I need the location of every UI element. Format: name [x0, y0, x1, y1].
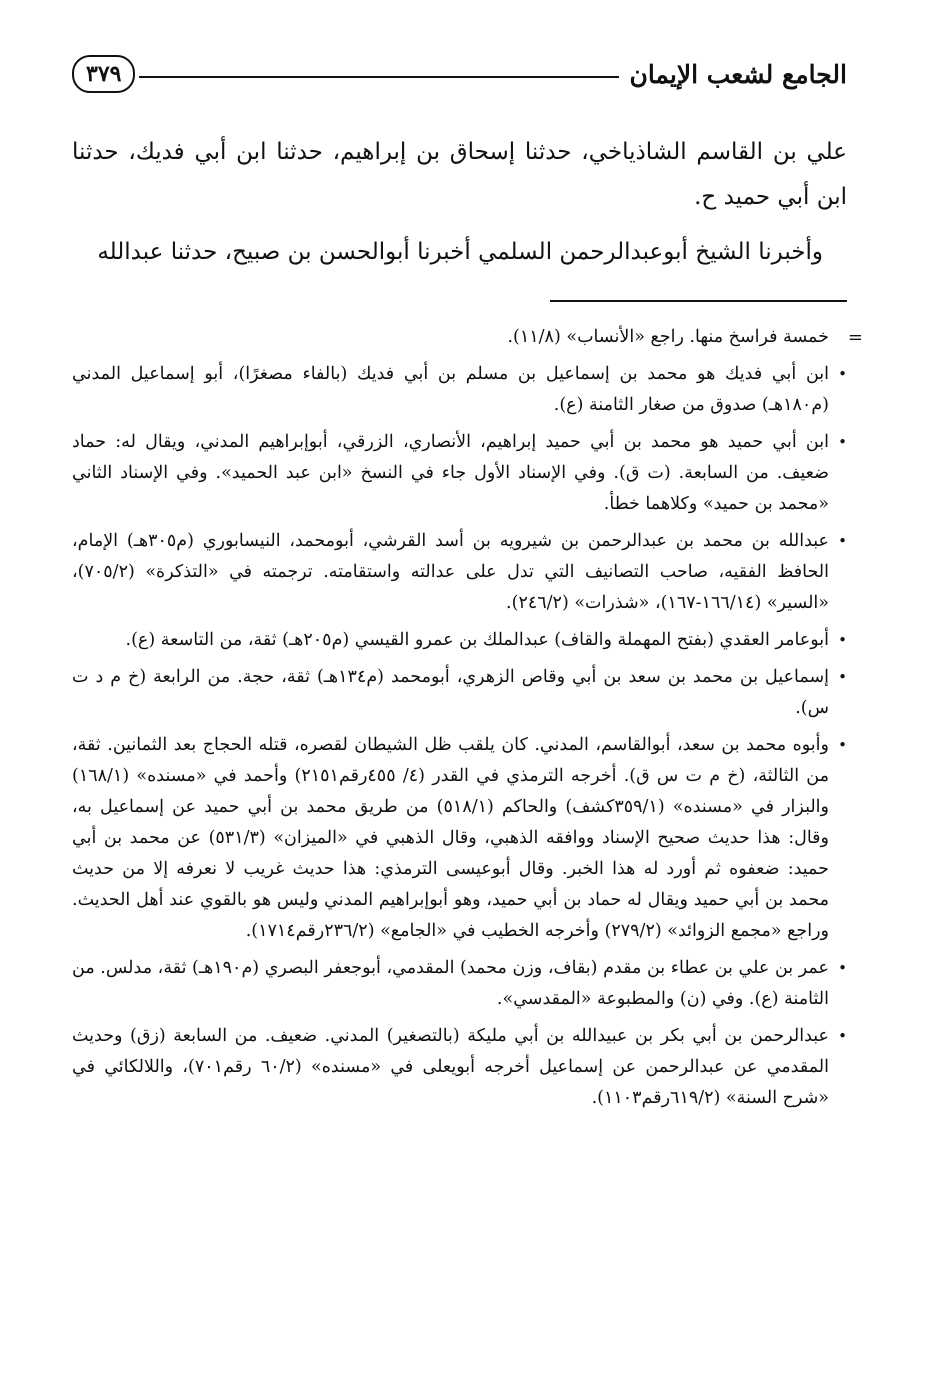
bullet-icon: • — [838, 433, 847, 451]
running-title: الجامع لشعب الإيمان — [629, 59, 847, 89]
bullet-icon: • — [838, 736, 847, 754]
footnote-text: عمر بن علي بن عطاء بن مقدم (بقاف، وزن محمد) المقدمي، أبوجعفر البصري (م١٩٠هـ) ثقة، مدلس. من الثامنة (ع). وفي (ن) والمطبوعة «المقدسي». — [72, 958, 829, 1009]
footnote-text: خمسة فراسخ منها. راجع «الأنساب» (١١/٨). — [507, 327, 829, 347]
footnote-text: عبدالرحمن بن أبي بكر بن عبيدالله بن أبي مليكة (بالتصغير) المدني. ضعيف. من السابعة (زق) وحديث المقدمي عن عبدالرحمن عن إسماعيل أخرجه أبويعلى في «مسنده» (٦٠/٢ رقم٧٠١)، واللالكائي في «شرح السنة» (٦١٩/٢رقم١١٠٣). — [72, 1026, 830, 1108]
footnote-item — [72, 427, 847, 520]
footnote-item — [72, 1021, 847, 1114]
footnotes — [72, 322, 863, 1120]
footnote-item — [72, 625, 847, 656]
bullet-icon: • — [838, 631, 847, 649]
bullet-icon: • — [838, 365, 847, 383]
bullet-icon: • — [838, 532, 847, 550]
footnote-separator — [550, 300, 847, 302]
main-paragraph: علي بن القاسم الشاذياخي، حدثنا إسحاق بن إبراهيم، حدثنا ابن أبي فديك، حدثنا ابن أبي حميد ح. — [72, 139, 847, 210]
footnote-item — [72, 953, 847, 1015]
bullet-icon: • — [838, 668, 847, 686]
page-header — [72, 52, 847, 96]
footnote-text: أبوعامر العقدي (بفتح المهملة والقاف) عبدالملك بن عمرو القيسي (م٢٠٥هـ) ثقة، من التاسعة (ع). — [125, 630, 829, 650]
footnote-item — [72, 662, 847, 724]
footnote-item — [72, 730, 847, 947]
continuation-mark: = — [847, 327, 863, 348]
footnote-continuation — [72, 322, 863, 353]
footnote-text: إسماعيل بن محمد بن سعد بن أبي وقاص الزهري، أبومحمد (م١٣٤هـ) ثقة، حجة. من الرابعة (خ م د ت س). — [72, 667, 829, 718]
footnote-text: ابن أبي فديك هو محمد بن إسماعيل بن مسلم بن أبي فديك (بالفاء مصغرًا)، أبو إسماعيل المدني (م١٨٠هـ) صدوق من صغار الثامنة (ع). — [72, 364, 829, 415]
page-number: ٣٧٩ — [72, 55, 135, 93]
bullet-icon: • — [838, 1027, 847, 1045]
footnote-text: عبدالله بن محمد بن عبدالرحمن بن شيرويه بن أسد القرشي، أبومحمد، النيسابوري (م٣٠٥هـ) الإمام، الحافظ الفقيه، صاحب التصانيف التي تدل على عدالته واستقامته. ترجمته في «التذكرة» (٧٠٥/٢)، «السير» (١٦٦/١٤-١٦٧)، «شذرات» (٢٤٦/٢). — [72, 531, 830, 613]
main-text — [72, 130, 847, 275]
main-paragraph: وأخبرنا الشيخ أبوعبدالرحمن السلمي أخبرنا أبوالحسن بن صبيح، حدثنا عبدالله — [97, 239, 823, 265]
footnote-item — [72, 526, 847, 619]
header-rule — [139, 76, 619, 78]
footnote-item — [72, 359, 847, 421]
footnote-text: وأبوه محمد بن سعد، أبوالقاسم، المدني. كان يلقب ظل الشيطان لقصره، قتله الحجاج بعد الثمانين. ثقة، من الثالثة، (خ م ت س ق). أخرجه الترمذي في القدر (٤/ ٤٥٥رقم٢١٥١) وأحمد في «مسنده» (١٦٨/١) والبزار في «مسنده» (٣٥٩/١كشف) والحاكم (٥١٨/١) من طريق محمد بن أبي حميد عن إسماعيل به، وقال: هذا حديث صحيح الإسناد ووافقه الذهبي، وقال الذهبي في «الميزان» (٥٣١/٣) عن محمد بن أبي حميد: ضعفوه ثم أورد له هذا الخبر. وقال أبوعيسى الترمذي: هذا حديث غريب لا نعرفه إلا من حديث محمد بن أبي حميد ويقال له حماد بن أبي حميد، وهو أبوإبراهيم المدني وليس هو بالقوي عند أهل الحديث. وراجع «مجمع الزوائد» (٢٧٩/٢) وأخرجه الخطيب في «الجامع» (٢٣٦/٢رقم١٧١٤). — [72, 735, 829, 941]
footnote-text: ابن أبي حميد هو محمد بن أبي حميد إبراهيم، الأنصاري، الزرقي، أبوإبراهيم المدني، ويقال له: حماد ضعيف. من السابعة. (ت ق). وفي الإسناد الأول جاء في النسخ «ابن عبد الحميد». وفي الإسناد الثاني «محمد بن حميد» وكلاهما خطأ. — [72, 432, 829, 514]
bullet-icon: • — [838, 959, 847, 977]
